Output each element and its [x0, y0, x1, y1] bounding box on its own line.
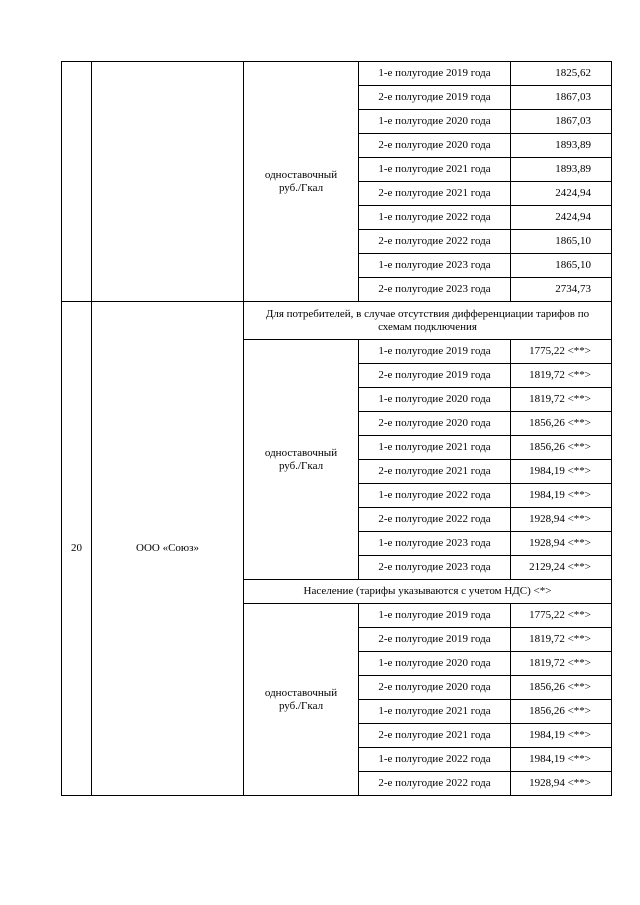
tariff-value-cell [511, 364, 612, 388]
footnote-mark: <**> [567, 633, 591, 645]
tariff-value-cell [511, 110, 612, 134]
tariff-value-cell [511, 508, 612, 532]
tariff-value-cell [511, 436, 612, 460]
tariff-value: 1865,10 [555, 235, 591, 247]
tariff-value-cell [511, 652, 612, 676]
period-cell: 2-е полугодие 2020 года [359, 676, 511, 700]
period-cell: 1-е полугодие 2020 года [359, 388, 511, 412]
tariff-value: 1928,94 [529, 537, 565, 549]
tariff-value-cell [511, 748, 612, 772]
period-cell: 2-е полугодие 2020 года [359, 134, 511, 158]
tariff-value-cell [511, 628, 612, 652]
tariff-value-cell [511, 278, 612, 302]
tariff-value: 1856,26 [529, 705, 565, 717]
organization-cell [92, 62, 244, 302]
tariff-value: 1775,22 [529, 345, 565, 357]
period-cell: 1-е полугодие 2023 года [359, 532, 511, 556]
footnote-mark: <**> [567, 705, 591, 717]
tariff-type-cell [244, 340, 359, 580]
tariff-value-cell [511, 206, 612, 230]
tariff-value-cell [511, 158, 612, 182]
tariff-type-cell [244, 62, 359, 302]
period-cell: 2-е полугодие 2022 года [359, 508, 511, 532]
tariff-value: 2734,73 [555, 283, 591, 295]
tariff-table [61, 61, 612, 796]
period-cell: 2-е полугодие 2019 года [359, 364, 511, 388]
tariff-value-cell [511, 532, 612, 556]
tariff-value: 2424,94 [555, 211, 591, 223]
tariff-value-cell [511, 772, 612, 796]
consumers-heading: Для потребителей, в случае отсутствия дифференциации тарифов по схемам подключения [244, 302, 612, 340]
period-cell: 2-е полугодие 2022 года [359, 772, 511, 796]
tariff-value-cell [511, 182, 612, 206]
table-row [62, 62, 612, 86]
tariff-value: 1819,72 [529, 657, 565, 669]
period-cell: 2-е полугодие 2019 года [359, 86, 511, 110]
tariff-value: 1856,26 [529, 681, 565, 693]
footnote-mark: <**> [567, 681, 591, 693]
tariff-value: 1928,94 [529, 777, 565, 789]
tariff-value-cell [511, 556, 612, 580]
tariff-value: 1984,19 [529, 489, 565, 501]
tariff-value-cell [511, 412, 612, 436]
period-cell: 1-е полугодие 2021 года [359, 158, 511, 182]
tariff-value: 1867,03 [555, 91, 591, 103]
period-cell: 1-е полугодие 2022 года [359, 484, 511, 508]
tariff-unit-label: руб./Гкал [278, 181, 324, 194]
tariff-value: 1856,26 [529, 417, 565, 429]
footnote-mark: <**> [567, 393, 591, 405]
tariff-type-label: одноставочный [264, 686, 338, 699]
footnote-mark: <**> [567, 465, 591, 477]
period-cell: 1-е полугодие 2021 года [359, 700, 511, 724]
tariff-value: 1893,89 [555, 163, 591, 175]
period-cell: 1-е полугодие 2023 года [359, 254, 511, 278]
period-cell: 2-е полугодие 2019 года [359, 628, 511, 652]
tariff-value-cell [511, 484, 612, 508]
row-number-cell: 20 [62, 302, 92, 796]
tariff-value: 1819,72 [529, 633, 565, 645]
period-cell: 1-е полугодие 2022 года [359, 748, 511, 772]
tariff-value-cell [511, 254, 612, 278]
tariff-value: 1825,62 [555, 67, 591, 79]
tariff-unit-label: руб./Гкал [278, 459, 324, 472]
tariff-value-cell [511, 62, 612, 86]
footnote-mark: <**> [567, 513, 591, 525]
tariff-value: 1893,89 [555, 139, 591, 151]
table-row [62, 302, 612, 340]
tariff-type-cell [244, 604, 359, 796]
period-cell: 2-е полугодие 2023 года [359, 278, 511, 302]
footnote-mark: <**> [567, 657, 591, 669]
tariff-value: 2424,94 [555, 187, 591, 199]
tariff-value: 1819,72 [529, 393, 565, 405]
period-cell: 2-е полугодие 2021 года [359, 182, 511, 206]
footnote-mark: <**> [567, 729, 591, 741]
period-cell: 2-е полугодие 2020 года [359, 412, 511, 436]
period-cell: 1-е полугодие 2020 года [359, 652, 511, 676]
footnote-mark: <**> [567, 777, 591, 789]
tariff-value: 1856,26 [529, 441, 565, 453]
tariff-value: 1984,19 [529, 753, 565, 765]
period-cell: 1-е полугодие 2021 года [359, 436, 511, 460]
period-cell: 2-е полугодие 2022 года [359, 230, 511, 254]
footnote-mark: <**> [567, 345, 591, 357]
tariff-value-cell [511, 676, 612, 700]
tariff-value: 1819,72 [529, 369, 565, 381]
period-cell: 1-е полугодие 2020 года [359, 110, 511, 134]
tariff-value: 1865,10 [555, 259, 591, 271]
period-cell: 1-е полугодие 2022 года [359, 206, 511, 230]
footnote-mark: <**> [567, 369, 591, 381]
population-heading: Население (тарифы указываются с учетом НДС) <*> [244, 580, 612, 604]
footnote-mark: <**> [567, 441, 591, 453]
footnote-mark: <**> [567, 489, 591, 501]
period-cell: 1-е полугодие 2019 года [359, 340, 511, 364]
footnote-mark: <**> [567, 537, 591, 549]
tariff-value-cell [511, 460, 612, 484]
tariff-type-label: одноставочный [264, 168, 338, 181]
tariff-value: 1867,03 [555, 115, 591, 127]
row-number-cell [62, 62, 92, 302]
organization-cell: ООО «Союз» [92, 302, 244, 796]
period-cell: 2-е полугодие 2021 года [359, 460, 511, 484]
tariff-value-cell [511, 604, 612, 628]
period-cell: 2-е полугодие 2021 года [359, 724, 511, 748]
tariff-value-cell [511, 230, 612, 254]
tariff-value-cell [511, 134, 612, 158]
tariff-table-body [62, 62, 612, 796]
tariff-value-cell [511, 340, 612, 364]
tariff-value: 1775,22 [529, 609, 565, 621]
tariff-type-label: одноставочный [264, 446, 338, 459]
period-cell: 2-е полугодие 2023 года [359, 556, 511, 580]
tariff-value: 1928,94 [529, 513, 565, 525]
footnote-mark: <**> [567, 753, 591, 765]
period-cell: 1-е полугодие 2019 года [359, 604, 511, 628]
tariff-value: 1984,19 [529, 465, 565, 477]
tariff-value-cell [511, 86, 612, 110]
tariff-unit-label: руб./Гкал [278, 699, 324, 712]
tariff-value: 2129,24 [529, 561, 565, 573]
tariff-value: 1984,19 [529, 729, 565, 741]
tariff-value-cell [511, 388, 612, 412]
footnote-mark: <**> [567, 609, 591, 621]
footnote-mark: <**> [567, 561, 591, 573]
tariff-value-cell [511, 700, 612, 724]
tariff-value-cell [511, 724, 612, 748]
period-cell: 1-е полугодие 2019 года [359, 62, 511, 86]
footnote-mark: <**> [567, 417, 591, 429]
